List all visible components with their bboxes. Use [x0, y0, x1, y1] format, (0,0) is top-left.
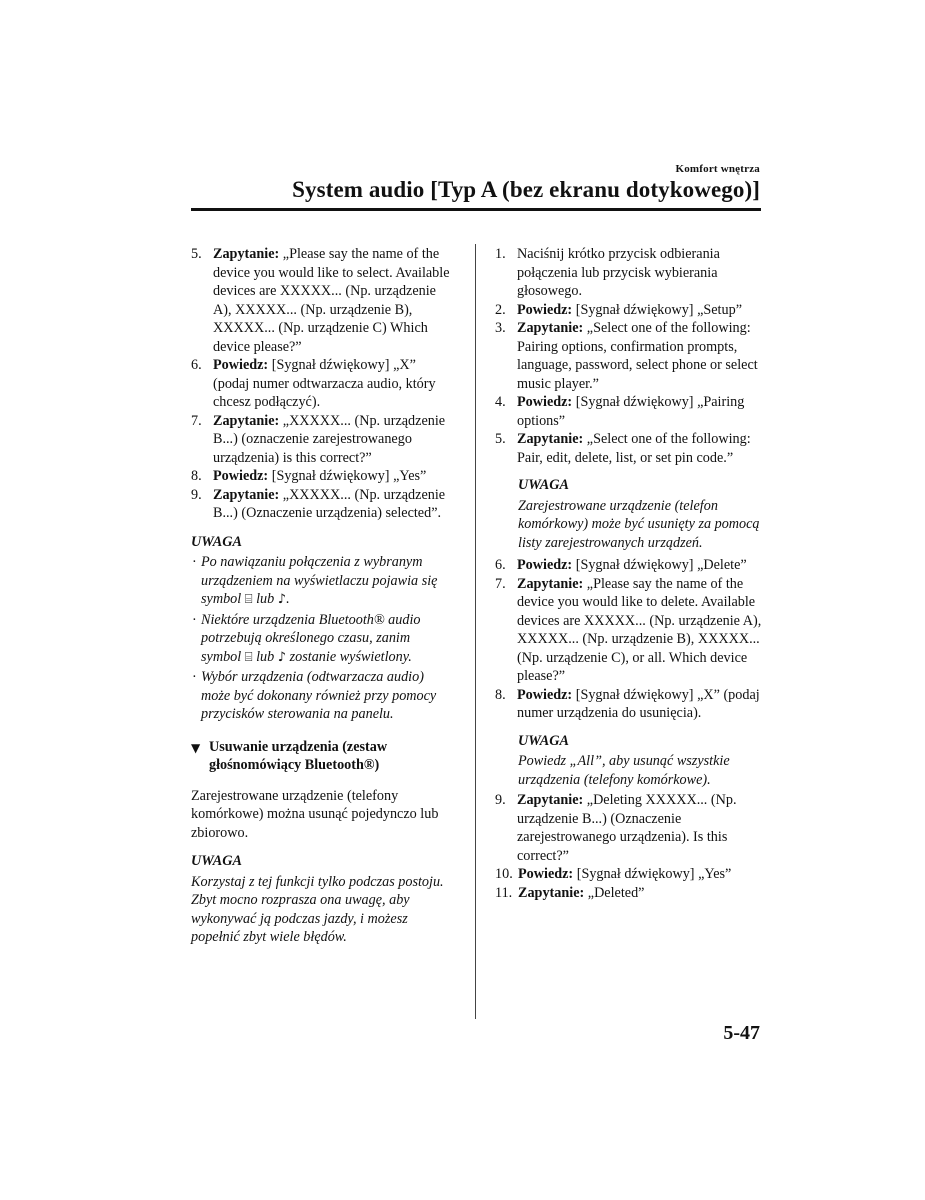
right-steps-list: [495, 556, 765, 723]
note-box: [495, 476, 765, 552]
step-label: Powiedz:: [213, 357, 269, 373]
step-label: Powiedz:: [517, 557, 573, 573]
music-note-icon: ♪: [277, 649, 287, 665]
step-number: 8.: [495, 686, 506, 703]
note-bullet: [191, 611, 453, 668]
step-number: 9.: [495, 792, 506, 808]
step-text: „Please say the name of the device you would like to select. Available devices are XXXXX... (Np. urządzenie A), XXXXX... (Np. urządzenie B), XXXXX... (Np. urządzenie C) Which device please?”: [213, 246, 450, 355]
step-label: Powiedz:: [517, 394, 573, 410]
step-item: [495, 884, 765, 903]
step-item: [495, 556, 765, 575]
step-item: [495, 575, 765, 686]
step-text: „Deleted”: [584, 884, 645, 901]
step-text: Naciśnij krótko przycisk odbierania połączenia lub przycisk wybierania głosowego.: [517, 246, 720, 299]
step-item: [495, 245, 765, 301]
step-item: [495, 791, 765, 865]
note-box: [191, 852, 453, 947]
right-steps-list: [495, 245, 765, 467]
bluetooth-audio-icon: ⌸: [244, 649, 253, 665]
note-title: UWAGA: [518, 477, 569, 493]
step-text: „Select one of the following: Pairing options, confirmation prompts, language, password, select phone or select music player.”: [517, 320, 758, 392]
step-label: Zapytanie:: [517, 575, 584, 592]
section-subheading: [191, 738, 453, 775]
step-text: „Please say the name of the device you would like to delete. Available devices are XXXXX... (Np. urządzenie A), XXXXX... (Np. urządzenie B), XXXXX... (Np. urządzenie C), or all. Which device please?”: [517, 575, 762, 684]
body-paragraph: Zarejestrowane urządzenie (telefony komórkowe) można usunąć pojedynczo lub zbiorowo.: [191, 787, 439, 841]
left-steps-list: [191, 245, 453, 523]
note-bullet: [191, 553, 453, 610]
step-item: [191, 245, 453, 356]
step-number: 9.: [191, 486, 202, 503]
step-label: Zapytanie:: [518, 884, 585, 901]
bullet-dot: ·: [192, 554, 197, 570]
step-item: [191, 356, 453, 412]
left-column: [191, 245, 453, 947]
bullet-text: lub: [252, 648, 278, 665]
step-item: [191, 467, 453, 486]
note-title: UWAGA: [191, 533, 242, 550]
step-label: Zapytanie:: [213, 486, 280, 503]
subheading-text: Usuwanie urządzenia (zestaw głośnomówiący Bluetooth®): [209, 738, 388, 773]
step-item: [495, 865, 765, 884]
step-number: 8.: [191, 468, 202, 484]
step-number: 5.: [191, 246, 202, 262]
step-label: Zapytanie:: [517, 431, 584, 447]
step-number: 6.: [495, 557, 506, 573]
bullet-text: Po nawiązaniu połączenia z wybranym urządzeniem na wyświetlaczu pojawia się symbol: [201, 554, 438, 607]
step-label: Zapytanie:: [213, 246, 280, 262]
step-label: Powiedz:: [517, 301, 573, 318]
step-label: Zapytanie:: [213, 412, 280, 429]
page-title: System audio [Typ A (bez ekranu dotykowego)]: [292, 177, 760, 202]
bullet-text: lub: [252, 591, 278, 607]
step-number: 11.: [495, 884, 513, 901]
note-box: [191, 533, 453, 724]
step-item: [191, 486, 453, 523]
step-number: 4.: [495, 394, 506, 410]
step-number: 6.: [191, 357, 202, 373]
triangle-marker-icon: ▼: [191, 740, 201, 755]
bullet-text: zostanie wyświetlony.: [286, 648, 412, 665]
step-text: [Sygnał dźwiękowy] „Yes”: [268, 468, 427, 484]
note-body: Zarejestrowane urządzenie (telefon komórkowy) może być usunięty za pomocą listy zarejestrowanych urządzeń.: [518, 497, 760, 551]
step-number: 10.: [495, 866, 513, 882]
right-column: [495, 245, 765, 902]
note-body: Powiedz „All”, aby usunąć wszystkie urządzenia (telefony komórkowe).: [518, 753, 730, 788]
column-divider: [475, 244, 476, 1019]
bullet-text: Niektóre urządzenia Bluetooth® audio potrzebują określonego czasu, zanim symbol: [201, 611, 421, 665]
step-text: [Sygnał dźwiękowy] „X” (podaj numer urządzenia do usunięcia).: [517, 686, 760, 721]
right-steps-list: [495, 791, 765, 902]
step-text: [Sygnał dźwiękowy] „X” (podaj numer odtwarzacza audio, który chcesz podłączyć).: [213, 357, 436, 410]
step-number: 1.: [495, 246, 506, 262]
step-number: 7.: [495, 575, 506, 592]
step-item: [495, 430, 765, 467]
step-label: Powiedz:: [517, 686, 573, 703]
step-label: Powiedz:: [213, 468, 269, 484]
section-label: Komfort wnętrza: [675, 163, 760, 175]
step-text: „Select one of the following: Pair, edit, delete, list, or set pin code.”: [517, 431, 751, 466]
note-bullet: [191, 668, 453, 724]
step-text: „XXXXX... (Np. urządzenie B...) (Oznaczenie urządzenia) selected”.: [213, 486, 446, 521]
step-text: „Deleting XXXXX... (Np. urządzenie B...) (Oznaczenie zarejestrowanego urządzenia). Is this correct?”: [517, 792, 737, 864]
bullet-text: .: [286, 591, 290, 607]
bullet-dot: ·: [192, 669, 197, 685]
step-text: [Sygnał dźwiękowy] „Setup”: [572, 301, 742, 318]
step-number: 7.: [191, 412, 202, 429]
note-title: UWAGA: [191, 853, 242, 869]
bullet-text: Wybór urządzenia (odtwarzacza audio) może być dokonany również przy pomocy przycisków sterowania na panelu.: [201, 669, 437, 722]
step-number: 2.: [495, 301, 506, 318]
bluetooth-audio-icon: ⌸: [244, 592, 253, 607]
step-label: Powiedz:: [518, 866, 574, 882]
step-text: [Sygnał dźwiękowy] „Yes”: [573, 866, 732, 882]
note-title: UWAGA: [518, 732, 569, 749]
step-text: [Sygnał dźwiękowy] „Pairing options”: [517, 394, 745, 429]
page-number: 5-47: [723, 1022, 760, 1044]
note-box: [495, 732, 765, 790]
step-label: Zapytanie:: [517, 320, 584, 336]
step-label: Zapytanie:: [517, 792, 584, 808]
step-item: [495, 301, 765, 320]
note-body: Korzystaj z tej funkcji tylko podczas postoju. Zbyt mocno rozprasza ona uwagę, aby wykonywać ją podczas jazdy, i możesz popełnić zbyt wiele błędów.: [191, 873, 444, 945]
step-item: [495, 319, 765, 393]
step-number: 5.: [495, 431, 506, 447]
step-text: „XXXXX... (Np. urządzenie B...) (oznaczenie zarejestrowanego urządzenia) is this correct?”: [213, 412, 446, 466]
step-item: [495, 393, 765, 430]
step-item: [191, 412, 453, 468]
step-item: [495, 686, 765, 723]
step-text: [Sygnał dźwiękowy] „Delete”: [572, 557, 747, 573]
bullet-dot: ·: [192, 611, 197, 628]
music-note-icon: ♪: [277, 592, 287, 607]
title-rule: [191, 208, 761, 211]
step-number: 3.: [495, 320, 506, 336]
